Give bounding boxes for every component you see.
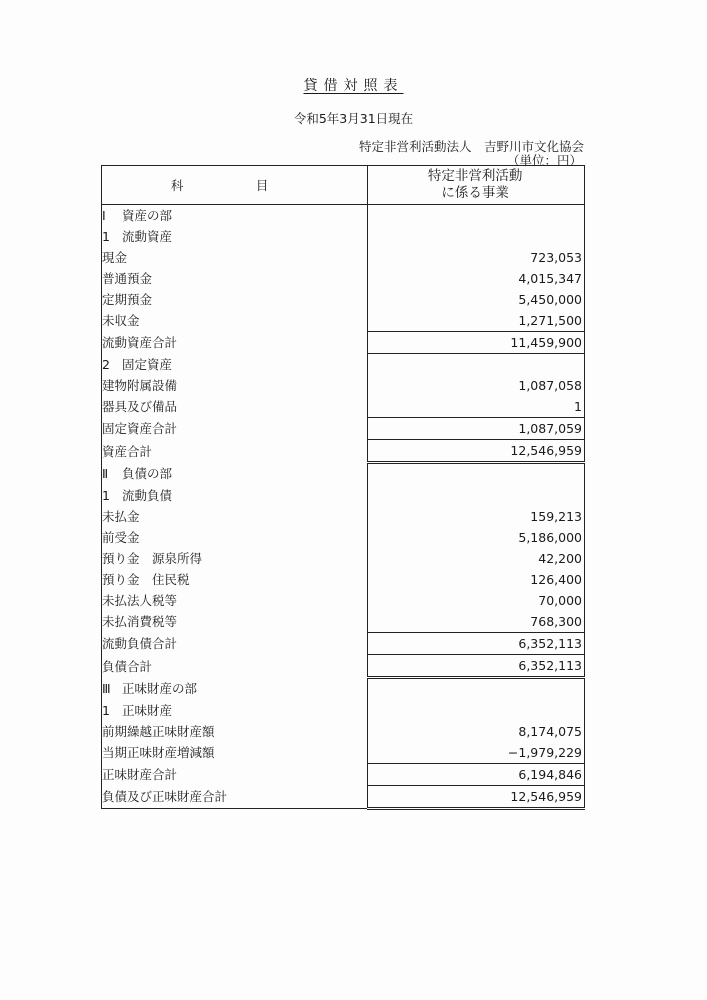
- table-row: 器具及び備品 1: [102, 396, 585, 418]
- table-row: 未払消費税等 768,300: [102, 611, 585, 633]
- subtotal-row: 流動資産合計 11,459,900: [102, 332, 585, 354]
- section-header-net-assets: Ⅲ 正味財産の部: [102, 678, 585, 701]
- as-of-date: 令和5年3月31日現在: [293, 111, 414, 126]
- category-net-assets: 1 正味財産: [102, 700, 585, 721]
- unit-label: （単位：円）: [506, 153, 582, 168]
- section-header-liabilities: Ⅱ 負債の部: [102, 463, 585, 486]
- value-column-header: 特定非営利活動 に係る事業: [368, 166, 585, 205]
- table-row: 当期正味財産増減額 −1,979,229: [102, 742, 585, 764]
- table-row: 未払金 159,213: [102, 506, 585, 527]
- document-title: 貸借対照表: [303, 78, 404, 94]
- table-row: 預り金 源泉所得 42,200: [102, 548, 585, 569]
- total-row: 資産合計 12,546,959: [102, 440, 585, 463]
- table-row: 預り金 住民税 126,400: [102, 569, 585, 590]
- subtotal-row: 固定資産合計 1,087,059: [102, 418, 585, 440]
- subtotal-row: 流動負債合計 6,352,113: [102, 633, 585, 655]
- table-header-row: [102, 166, 585, 205]
- category-fixed-assets: 2 固定資産: [102, 354, 585, 376]
- organization-name: 特定非営利活動法人 吉野川市文化協会: [358, 139, 584, 154]
- total-row: 負債合計 6,352,113: [102, 655, 585, 678]
- balance-sheet-table: [101, 165, 585, 810]
- table-row: 建物附属設備 1,087,058: [102, 375, 585, 396]
- category-current-liabilities: 1 流動負債: [102, 485, 585, 506]
- table-row: 普通預金 4,015,347: [102, 268, 585, 289]
- table-row: 定期預金 5,450,000: [102, 289, 585, 310]
- table-row: 前期繰越正味財産額 8,174,075: [102, 721, 585, 742]
- subject-column-header: 科 目: [102, 166, 368, 205]
- section-header-assets: Ⅰ 資産の部: [102, 205, 585, 227]
- table-row: 未収金 1,271,500: [102, 310, 585, 332]
- category-current-assets: 1 流動資産: [102, 226, 585, 247]
- subtotal-row: 正味財産合計 6,194,846: [102, 764, 585, 786]
- table-row: 未払法人税等 70,000: [102, 590, 585, 611]
- grand-total-row: 負債及び正味財産合計 12,546,959: [102, 786, 585, 809]
- table-row: 現金 723,053: [102, 247, 585, 268]
- table-row: 前受金 5,186,000: [102, 527, 585, 548]
